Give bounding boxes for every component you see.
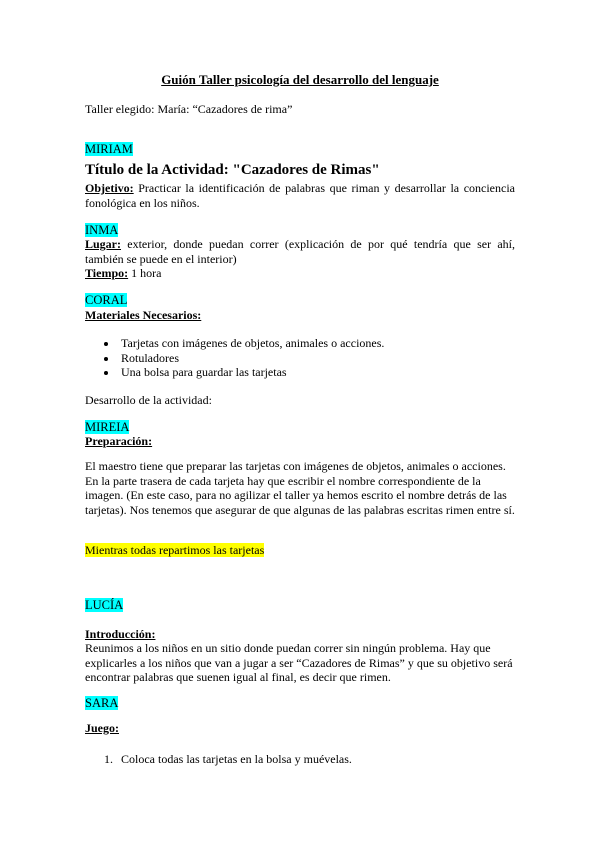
speaker-coral	[85, 293, 127, 308]
speaker-name: MIREIA	[85, 420, 130, 434]
objective-text: Practicar la identificación de palabras que riman y desarrollar la conciencia fonológica en los niños.	[85, 181, 515, 210]
bullet-icon	[104, 357, 108, 361]
speaker-name: MIRIAM	[85, 142, 133, 156]
speaker-lucia	[85, 598, 123, 613]
speaker-name: SARA	[85, 696, 119, 710]
preparation-heading	[85, 434, 152, 449]
speaker-sara	[85, 696, 118, 711]
time-text: 1 hora	[128, 266, 162, 280]
speaker-name: CORAL	[85, 293, 128, 307]
introduction-paragraph: Reunimos a los niños en un sitio donde puedan correr sin ningún problema. Hay que explicarles a los niños que van a jugar a ser “Cazadores de Rimas” y que su objetivo será encontrar palabras que suenen igual al final, es decir que rimen.	[85, 641, 513, 684]
speaker-inma	[85, 223, 118, 238]
bullet-icon	[104, 342, 108, 346]
document-title: Guión Taller psicología del desarrollo del lenguaje	[161, 72, 439, 87]
game-steps-list	[85, 752, 352, 767]
note-text: Mientras todas repartimos las tarjetas	[85, 543, 265, 557]
bullet-icon	[104, 371, 108, 375]
preparation-label: Preparación:	[85, 434, 153, 448]
list-item	[85, 752, 352, 767]
list-item: Rotuladores	[85, 351, 384, 366]
chosen-workshop: Taller elegido: María: “Cazadores de rima”	[85, 102, 293, 116]
time-label: Tiempo:	[85, 266, 129, 280]
speaker-name: LUCÍA	[85, 598, 124, 612]
introduction-label: Introducción:	[85, 627, 156, 641]
activity-title: Título de la Actividad: "Cazadores de Rimas"	[85, 162, 380, 178]
objective-paragraph	[85, 181, 515, 210]
speaker-name: INMA	[85, 223, 119, 237]
list-item: Una bolsa para guardar las tarjetas	[85, 365, 384, 380]
time-paragraph	[85, 266, 161, 281]
step-number: 1.	[104, 752, 113, 766]
speaker-mireia	[85, 420, 129, 435]
materials-heading	[85, 308, 201, 323]
yellow-note	[85, 543, 264, 558]
materials-label: Materiales Necesarios:	[85, 308, 202, 322]
game-heading	[85, 721, 119, 736]
place-label: Lugar:	[85, 237, 121, 251]
place-text: exterior, donde puedan correr (explicación de por qué tendría que ser ahí, también se puede en el interior)	[85, 237, 515, 266]
step-text: Coloca todas las tarjetas en la bolsa y muévelas.	[121, 752, 352, 766]
introduction-heading	[85, 627, 155, 642]
speaker-miriam	[85, 142, 133, 157]
materials-list	[85, 336, 384, 380]
development-heading: Desarrollo de la actividad:	[85, 393, 212, 407]
list-item: Tarjetas con imágenes de objetos, animales o acciones.	[85, 336, 384, 351]
objective-label: Objetivo:	[85, 181, 134, 195]
game-label: Juego:	[85, 721, 119, 735]
preparation-paragraph: El maestro tiene que preparar las tarjetas con imágenes de objetos, animales o acciones. En la parte trasera de cada tarjeta hay que escribir el nombre correspondiente de la imagen. (En este caso, para no agilizar el taller ya hemos escrito el nombre detrás de las tarjetas). Nos tenemos que asegurar de que algunas de las palabras escritas rimen entre sí.	[85, 459, 515, 517]
place-paragraph	[85, 237, 515, 266]
